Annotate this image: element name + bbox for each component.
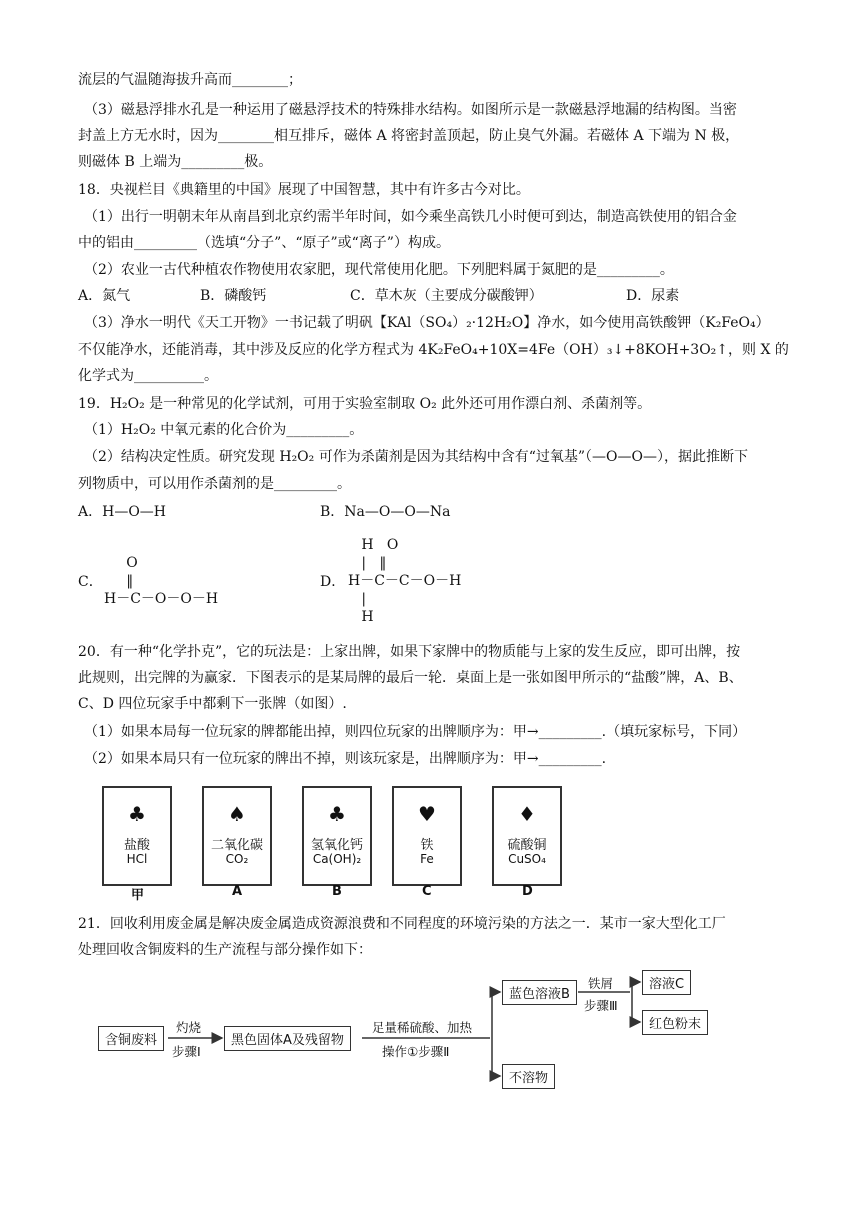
text-line: （1）出行一明朝末年从南昌到北京约需半年时间，如今乘坐高铁几小时便可到达，制造高铁使用的铝合金	[84, 209, 737, 225]
text-line: 化学式为__________。	[78, 368, 218, 384]
flow-step1-label: 灼烧	[176, 1020, 202, 1035]
flow-box-solution-c: 溶液C	[642, 970, 691, 995]
flow-box-red-powder: 红色粉末	[642, 1010, 708, 1035]
flow-step3-name: 步骤Ⅲ	[584, 998, 618, 1013]
text-line: （2）如果本局只有一位玩家的牌出不掉，则该玩家是，出牌顺序为：甲→_________.	[84, 751, 607, 767]
card-name: 铁	[420, 838, 434, 853]
heart-icon: ♥	[418, 802, 436, 826]
q19-option-b: B．Na—O—O—Na	[320, 504, 451, 520]
text-line: 列物质中，可以用作杀菌剂的是_________。	[78, 476, 351, 492]
text-line: C、D 四位玩家手中都剩下一张牌（如图）.	[78, 696, 347, 712]
flow-box-black-solid: 黑色固体A及残留物	[224, 1026, 351, 1051]
text-line: （2）农业一古代种植农作物使用农家肥，现代常使用化肥。下列肥料属于氮肥的是_________。	[84, 262, 674, 278]
card-formula: HCl	[126, 852, 148, 866]
text-line: （3）磁悬浮排水孔是一种运用了磁悬浮技术的特殊排水结构。如图所示是一款磁悬浮地漏的结构图。当密	[84, 102, 737, 118]
text-line: 不仅能净水，还能消毒，其中涉及反应的化学方程式为 4K₂FeO₄+10X=4Fe（OH）₃↓+8KOH+3O₂↑，则 X 的	[78, 342, 789, 358]
q19-option-c-structure: O ‖ H－C－O－O－H	[104, 555, 219, 607]
text-line: （2）结构决定性质。研究发现 H₂O₂ 可作为杀菌剂是因为其结构中含有“过氧基”（—O—O—），据此推断下	[84, 449, 748, 465]
q19-option-a: A．H—O—H	[78, 504, 167, 520]
spade-icon: ♠	[228, 802, 246, 826]
club-icon: ♣	[328, 802, 346, 826]
q18-option-d: D．尿素	[626, 288, 680, 304]
flow-step2-label: 足量稀硫酸、加热	[372, 1020, 473, 1035]
card-c	[392, 786, 462, 886]
card-formula: Fe	[420, 852, 434, 866]
card-label: C	[422, 884, 432, 899]
flow-box-blue-solution: 蓝色溶液B	[502, 980, 577, 1005]
question-20-title: 20．有一种“化学扑克”，它的玩法是：上家出牌，如果下家牌中的物质能与上家的发生反应，即可出牌，按	[78, 644, 741, 660]
q19-option-d-structure: H O | ‖ H－C－C－O－H | H	[348, 537, 462, 625]
q18-option-b: B．磷酸钙	[200, 288, 267, 304]
flow-step1-name: 步骤Ⅰ	[172, 1044, 201, 1059]
card-label: 甲	[131, 888, 145, 903]
text-line: （3）净水一明代《天工开物》一书记载了明矾【KAl（SO₄）₂·12H₂O】净水，如今使用高铁酸钾（K₂FeO₄）	[84, 315, 770, 331]
club-icon: ♣	[128, 802, 146, 826]
question-21-title: 21．回收利用废金属是解决废金属造成资源浪费和不同程度的环境污染的方法之一．某市一家大型化工厂	[78, 916, 726, 932]
card-jia	[102, 786, 172, 886]
text-line: 此规则，出完牌的为赢家．下图表示的是某局牌的最后一轮．桌面上是一张如图甲所示的“盐酸”牌，A、B、	[78, 670, 743, 686]
text-line: 封盖上方无水时，因为________相互排斥，磁体 A 将密封盖顶起，防止臭气外漏。若磁体 A 下端为 N 极，	[78, 128, 740, 144]
card-formula: CO₂	[225, 852, 249, 866]
card-d	[492, 786, 562, 886]
card-a	[202, 786, 272, 886]
card-formula: Ca(OH)₂	[312, 852, 362, 866]
q18-option-c: C．草木灰（主要成分碳酸钾）	[350, 288, 543, 304]
text-line: 中的铝由_________（选填“分子”、“原子”或“离子”）构成。	[78, 235, 450, 251]
text-line: （1）H₂O₂ 中氧元素的化合价为_________。	[84, 422, 364, 438]
card-name: 氢氧化钙	[310, 838, 363, 853]
text-line: 流层的气温随海拔升高而________；	[78, 72, 302, 88]
card-label: B	[332, 884, 342, 899]
diamond-icon: ♦	[518, 802, 536, 826]
q19-option-c-label: C．	[78, 574, 103, 590]
flow-step3-label: 铁屑	[588, 976, 614, 991]
card-name: 二氧化碳	[210, 838, 263, 853]
card-formula: CuSO₄	[508, 852, 546, 866]
q18-option-a: A．氮气	[78, 288, 131, 304]
card-label: A	[232, 884, 243, 899]
text-line: （1）如果本局每一位玩家的牌都能出掉，则四位玩家的出牌顺序为：甲→_________.（填玩家标号，下同）	[84, 724, 747, 740]
flow-box-copper-waste: 含铜废料	[98, 1026, 164, 1051]
card-name: 硫酸铜	[507, 838, 547, 853]
flow-step2-name: 操作①步骤Ⅱ	[382, 1044, 450, 1059]
card-name: 盐酸	[123, 838, 150, 853]
card-label: D	[522, 884, 533, 899]
q19-option-d-label: D．	[320, 574, 346, 590]
flow-box-insoluble: 不溶物	[502, 1064, 555, 1089]
text-line: 处理回收含铜废料的生产流程与部分操作如下：	[78, 942, 372, 958]
question-19-title: 19．H₂O₂ 是一种常见的化学试剂，可用于实验室制取 O₂ 此外还可用作漂白剂、杀菌剂等。	[78, 396, 652, 412]
card-b	[302, 786, 372, 886]
question-18-title: 18．央视栏目《典籍里的中国》展现了中国智慧，其中有许多古今对比。	[78, 182, 530, 198]
text-line: 则磁体 B 上端为_________极。	[78, 154, 273, 170]
